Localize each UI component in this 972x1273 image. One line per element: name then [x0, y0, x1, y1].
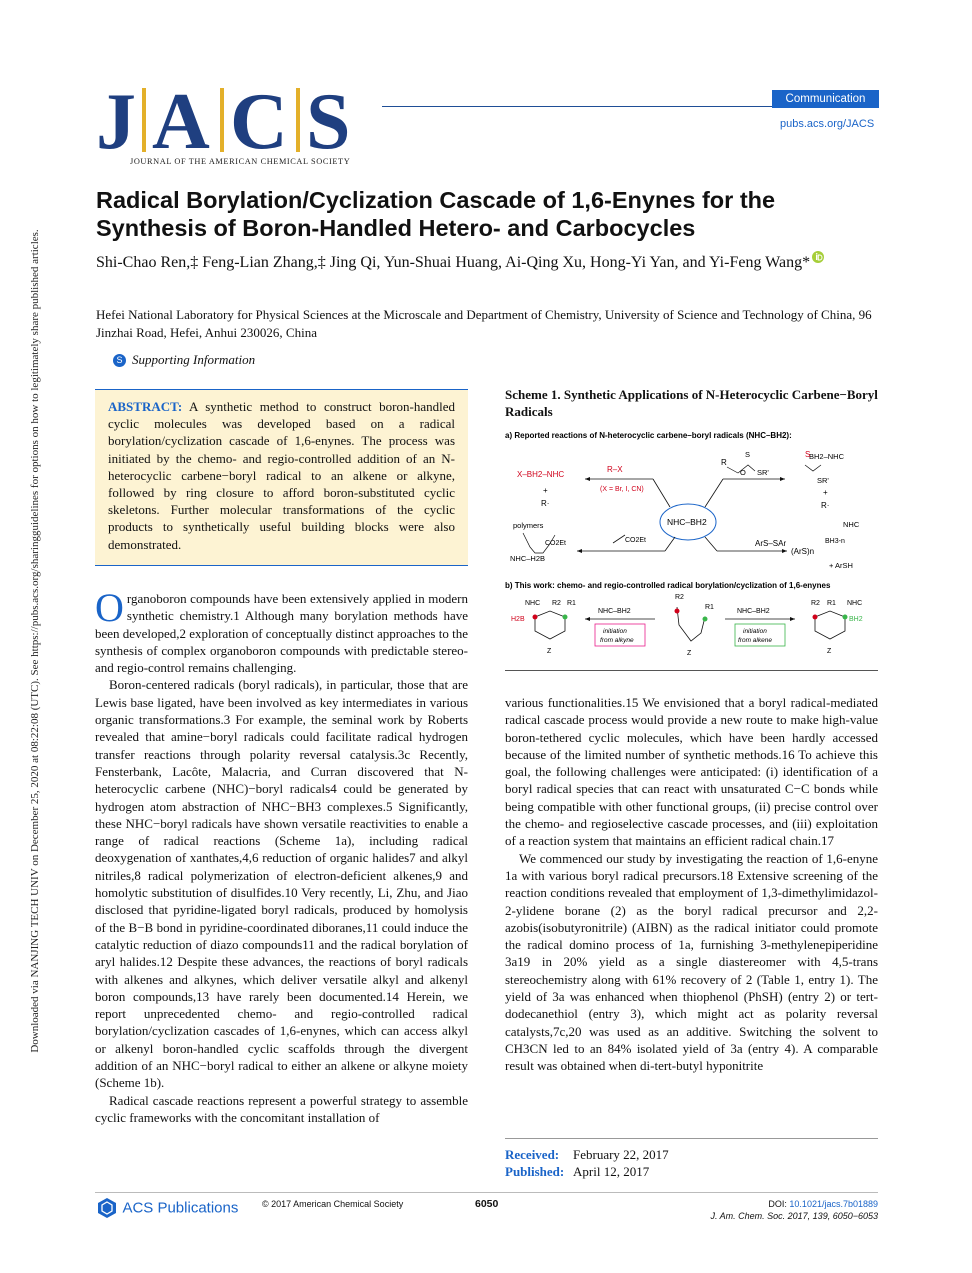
scheme-xanthate-s: S	[745, 450, 751, 459]
scheme-nhc-b-left: NHC	[525, 600, 541, 607]
scheme-arsh: + ArSH	[829, 561, 853, 570]
jacs-logo	[96, 82, 381, 162]
scheme-bh3n: BH3-n	[825, 538, 845, 545]
acs-publications-logo[interactable]	[96, 1197, 238, 1219]
scheme-nhc-h2b: NHC–H2B	[510, 554, 546, 563]
scheme-z-right: Z	[827, 648, 832, 655]
author-list	[96, 251, 876, 275]
body-paragraph: Radical cascade reactions represent a powerful strategy to assemble cyclic frameworks with the concomitant installation of	[95, 1092, 468, 1125]
scheme-bottom-rule	[505, 670, 878, 671]
scheme-arss: ArS–SAr	[755, 539, 787, 548]
scheme-h2b-left: H2B	[511, 616, 525, 623]
publisher-name: ACS Publications	[122, 1199, 239, 1217]
published-date: April 12, 2017	[573, 1164, 650, 1179]
scheme-polymers: polymers	[513, 521, 544, 530]
scheme-co2et-2: CO2Et	[625, 537, 647, 544]
scheme-bh2-right: BH2	[849, 616, 863, 623]
scheme-title: Scheme 1. Synthetic Applications of N-Heterocyclic Carbene−Boryl Radicals	[505, 387, 878, 419]
scheme-plus-1: +	[543, 486, 548, 495]
abstract-text: A synthetic method to construct boron-handled cyclic molecules was developed based on a radical borylation/cyclization cascade of 1,6-enynes. The process was initiated by the chemo- and regio-controlled addition of an N-heterocyclic carbene−boryl radical to an alkene or alkyne, followed by ring closure to afford boron-substituted cyclic skeletons. Further molecular transformations of the cyclic products to synthetically useful building blocks were also demonstrated.	[108, 399, 455, 552]
scheme-x-bh2: X–BH2–NHC	[517, 470, 565, 479]
supporting-info-link[interactable]	[113, 352, 255, 368]
acs-hexagon-icon	[96, 1197, 118, 1219]
dropcap: O	[95, 585, 124, 630]
scheme-nhc: NHC	[843, 520, 860, 529]
authors-text: Shi-Chao Ren,‡ Feng-Lian Zhang,‡ Jing Qi, Yun-Shuai Huang, Ai-Qing Xu, Hong-Yi Yan, and Yi-Feng Wang*	[96, 254, 811, 271]
scheme-bh2-nhc: BH2–NHC	[809, 452, 845, 461]
body-paragraph: Boron-centered radicals (boryl radicals), in particular, those that are Lewis base ligated, have been involved as key intermediates in various organic transformations.3 For example, the seminal work by Roberts revealed that amine−boryl radicals could facilitate radical hydrogen transfer reactions through polarity reversal catalysis.3c Recently, Fensterbank, Lacôte, Malacria, and Curran discovered that N-heterocyclic carbene (NHC)−boryl radicals4 could be generated by hydrogen atom abstraction of NHC−BH3 complexes.5 Significantly, these NHC−boryl radicals have shown versatile reactivities to enable a range of radical reactions (Scheme 1a), including radical deoxygenation of xanthates,4,6 reduction of organic halides7 and alkyl nitriles,8 radical polymerization of electron-deficient alkenes,9 and homolytic substitution of disulfides.10 Very recently, Li, Zhu, and Jiao disclosed that pyridine-ligated boryl radicals, produced by homolysis of the B−B bond in pyridine-coordinated diboranes,11 could induce the catalytic reduction of diazo compounds11 and the radical borylation of aryl halides.12 Despite these advances, the reactions of boryl radicals with alkenes and alkynes, which deliver versatile alkyl and alkenyl boron compounds,13 have rarely been documented.14 Herein, we report unprecedented chemo- and regio-controlled radical borylation/cyclization cascades of 1,6-enynes, which can access alkyl or alkenyl boron-handled cyclic scaffolds through the divergent addition of an NHC−boryl radical to either an alkene or alkyne moiety (Scheme 1b).	[95, 677, 468, 1091]
scheme-x-cond: (X = Br, I, CN)	[600, 486, 644, 493]
abstract	[108, 398, 455, 553]
affiliation: Hefei National Laboratory for Physical Sciences at the Microscale and Department of Chemistry, University of Science and Technology of China, 96 Jinzhai Road, Hefei, Anhui 230026, China	[96, 307, 872, 340]
scheme-rx: R–X	[607, 465, 623, 474]
supporting-info-label: Supporting Information	[132, 352, 256, 367]
received-block	[505, 1146, 669, 1180]
article-type-badge: Communication	[772, 90, 879, 108]
body-paragraph: We commenced our study by investigating the reaction of 1,6-enyne 1a with various boryl radical precursors.18 Extensive screening of the reaction conditions revealed that employment of 1,3-dimethylimidazol-2-ylidene borane (2) as the boryl radical precursor and 2,2-azobis(isobutyronitrile) (AIBN) as the radical initiator could promote the radical domino process of 1a, furnishing 3-methylenepiperidine 3a19 in 20% yield as a single diastereomer with 4,5-trans stereochemistry along with 61% recovery of 2 (Table 1, entry 1). The yield of 3a was enhanced when thiophenol (PhSH) (entry 2) or tert-dodecanethiol (entry 3), which might act as polarity reversal catalysts,7c,20 was used as an additive. Switching the solvent to CH3CN led to an 84% isolated yield of 3a (entry 4). A comparable result was obtained when di-tert-butyl hyponitrite	[505, 850, 878, 1074]
body-paragraph	[95, 585, 468, 676]
svg-text:A: A	[152, 82, 210, 162]
doi-label: DOI:	[768, 1199, 787, 1209]
scheme-xanthate-o: O	[740, 468, 746, 477]
scheme-1-figure	[505, 425, 878, 665]
scheme-z-center: Z	[687, 650, 692, 657]
scheme-center-label: NHC–BH2	[667, 517, 707, 527]
scheme-init-alkene-2: from alkene	[738, 637, 772, 644]
body-paragraph: various functionalities.15 We envisioned that a boryl radical-mediated radical cascade process would provide a new route to make high-value boron-tethered cyclic molecules, which have been hardly accessed because of the limited number of synthetic methods.16 To achieve this goal, the following challenges were anticipated: (i) identification of a boryl radical species that can react with unsaturated C−C bonds while being compatible with other functional groups, (ii) precise control over the chemo- and regioselective cascade processes, and (iii) exploitation of a reaction system that maintains an efficient radical chain.17	[505, 695, 878, 849]
scheme-init-alkene-1: initiation	[743, 628, 767, 635]
journal-url-link[interactable]: pubs.acs.org/JACS	[780, 118, 875, 130]
published-label: Published:	[505, 1164, 565, 1179]
svg-text:C: C	[230, 82, 288, 162]
scheme-xanthate-sr: SR'	[757, 468, 769, 477]
scheme-arsn: (ArS)n	[791, 547, 815, 556]
scheme-r1-left: R1	[567, 600, 576, 607]
scheme-z-left: Z	[547, 648, 552, 655]
body-left-column	[95, 585, 468, 1126]
scheme-co2et-1: CO2Et	[545, 540, 567, 547]
scheme-nhc-right: NHC	[847, 600, 863, 607]
citation: J. Am. Chem. Soc. 2017, 139, 6050−6053	[710, 1211, 878, 1221]
page-number: 6050	[475, 1198, 499, 1210]
abstract-label: ABSTRACT:	[108, 399, 183, 414]
scheme-r1-center: R1	[705, 604, 714, 611]
scheme-nhc-bh2-left: NHC–BH2	[598, 608, 631, 615]
scheme-r2-left: R2	[552, 600, 561, 607]
scheme-part-b-label: b) This work: chemo- and regio-controlled radical borylation/cyclization of 1,6-enynes	[505, 581, 831, 590]
scheme-r-dot: R·	[541, 499, 550, 508]
doi-link[interactable]: 10.1021/jacs.7b01889	[789, 1199, 878, 1209]
received-label: Received:	[505, 1147, 560, 1162]
scheme-init-alkyne-1: initiation	[603, 628, 627, 635]
svg-text:S: S	[306, 82, 351, 162]
scheme-xanthate-r: R	[721, 458, 727, 467]
orcid-icon[interactable]	[812, 251, 824, 263]
body-right-column	[505, 694, 878, 1075]
received-date: February 22, 2017	[573, 1147, 669, 1162]
scheme-init-alkyne-2: from alkyne	[600, 637, 634, 644]
svg-text:J: J	[96, 82, 136, 162]
scheme-plus-2: +	[823, 488, 828, 497]
supporting-info-icon: S	[113, 354, 126, 367]
scheme-r1-right: R1	[827, 600, 836, 607]
scheme-r-dot-2: R·	[821, 501, 830, 510]
scheme-r2-center: R2	[675, 594, 684, 601]
scheme-xanthate-sr-2: SR'	[817, 476, 829, 485]
received-rule	[505, 1138, 878, 1139]
copyright: © 2017 American Chemical Society	[262, 1199, 404, 1209]
download-note: Downloaded via NANJING TECH UNIV on December 25, 2020 at 08:22:08 (UTC). See https://pubs.acs.org/sharingguidelines for options on how to legitimately share published articles.	[29, 229, 41, 1053]
footer-rule	[95, 1192, 878, 1193]
scheme-part-a-label: a) Reported reactions of N-heterocyclic carbene–boryl radicals (NHC–BH2):	[505, 431, 792, 440]
paragraph-text: rganoboron compounds have been extensively applied in modern synthetic chemistry.1 Although many borylation methods have been developed,2 exploration of conceptually distinct approaches to the synthesis of complex organoboron compounds with predictable stereo- and regio-control remains challenging.	[95, 591, 468, 676]
scheme-nhc-bh2-right: NHC–BH2	[737, 608, 770, 615]
doi-block	[620, 1198, 878, 1222]
scheme-r2-right: R2	[811, 600, 820, 607]
article-title: Radical Borylation/Cyclization Cascade of 1,6-Enynes for the Synthesis of Boron-Handled Hetero- and Carbocycles	[96, 187, 776, 241]
svg-text:S: S	[805, 450, 811, 459]
journal-name: JOURNAL OF THE AMERICAN CHEMICAL SOCIETY	[130, 157, 351, 166]
